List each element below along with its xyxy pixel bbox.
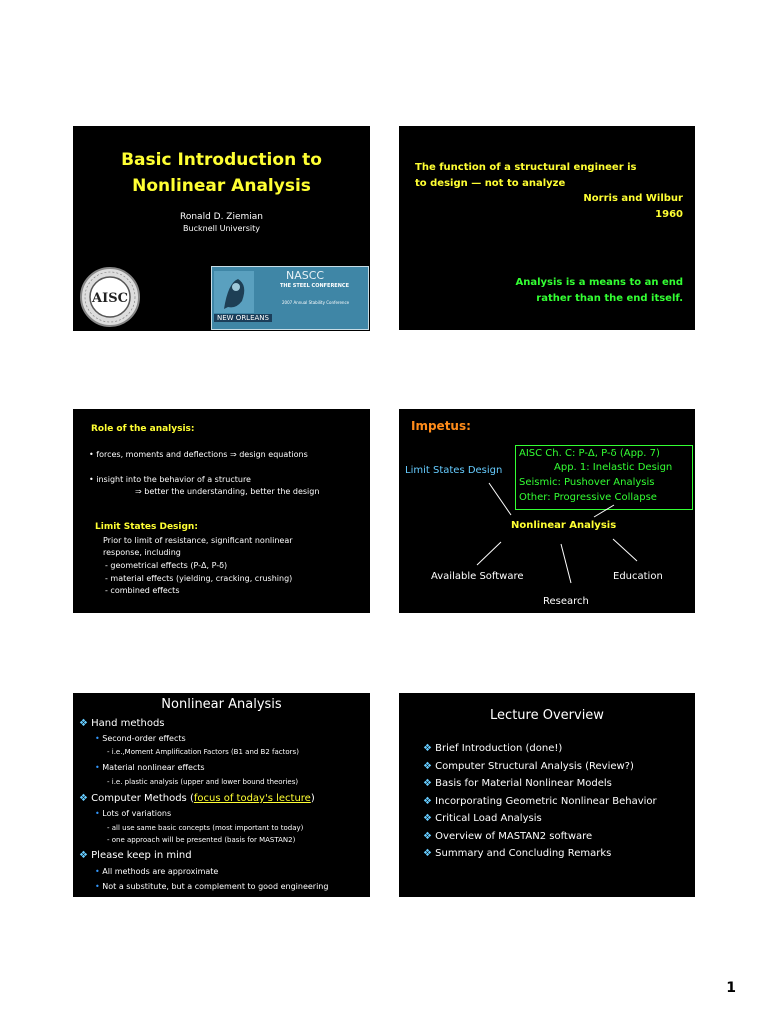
dot-bullet-icon: • — [95, 882, 100, 891]
slide-1-title-line2: Nonlinear Analysis — [132, 176, 311, 196]
second-order-sub: - i.e.,Moment Amplification Factors (B1 and B2 factors) — [107, 748, 299, 756]
role-heading: Role of the analysis: — [91, 424, 195, 434]
impetus-heading: Impetus: — [411, 419, 471, 433]
dot-bullet-icon: • — [95, 763, 100, 772]
nascc-banner-city: NEW ORLEANS — [214, 314, 272, 322]
lsd-heading: Limit States Design: — [95, 522, 198, 532]
nascc-banner — [211, 266, 369, 330]
aisc-box-line3: Seismic: Pushover Analysis — [519, 477, 655, 488]
diamond-bullet-icon: ❖ — [423, 830, 432, 842]
nascc-banner-sub: THE STEEL CONFERENCE — [280, 283, 349, 289]
quote-year: 1960 — [655, 209, 683, 220]
overview-item: ❖ Summary and Concluding Remarks — [423, 848, 612, 859]
aisc-box-line2: App. 1: Inelastic Design — [554, 462, 673, 473]
variations-item — [95, 809, 171, 818]
page-number: 1 — [726, 980, 736, 996]
slide-2-quote — [399, 126, 695, 330]
nascc-banner-note: 2007 Annual Stability Conference — [282, 300, 350, 305]
variations-sub-2: - one approach will be presented (basis for MASTAN2) — [107, 836, 296, 844]
slide-3-role — [73, 409, 370, 613]
approximate-label: All methods are approximate — [102, 867, 219, 876]
slide-4-impetus — [399, 409, 695, 613]
quote-attribution: Norris and Wilbur — [583, 193, 683, 204]
variations-sub-1: - all use same basic concepts (most important to today) — [107, 824, 304, 832]
quote-line1: The function of a structural engineer is — [415, 162, 637, 173]
lsd-line-1: Prior to limit of resistance, significant nonlinear — [103, 536, 293, 545]
slide-5-title: Nonlinear Analysis — [161, 697, 282, 712]
limit-states-label: Limit States Design — [405, 465, 503, 476]
variations-label: Lots of variations — [102, 809, 172, 818]
tagline-line1: Analysis is a means to an end — [515, 277, 683, 288]
slide-1-title-line1: Basic Introduction to — [121, 150, 322, 170]
role-bullet-2b: ⇒ better the understanding, better the design — [135, 487, 320, 496]
computer-methods-close: ) — [310, 793, 315, 804]
lsd-line-2: response, including — [103, 548, 181, 557]
hand-methods-item — [79, 718, 165, 729]
overview-list — [423, 740, 657, 863]
lsd-line-5: - combined effects — [105, 586, 180, 595]
slide-6-overview — [399, 693, 695, 897]
diamond-bullet-icon: ❖ — [423, 795, 432, 807]
slide-5-nonlinear — [73, 693, 370, 897]
diamond-bullet-icon: ❖ — [423, 778, 432, 789]
author-name: Ronald D. Ziemian — [180, 212, 263, 222]
aisc-box-line4: Other: Progressive Collapse — [519, 492, 657, 503]
keep-in-mind-item — [79, 850, 192, 861]
overview-item: ❖ Overview of MASTAN2 software — [423, 830, 593, 842]
available-software-label: Available Software — [431, 571, 524, 582]
diamond-bullet-icon: ❖ — [79, 793, 88, 804]
diamond-bullet-icon: ❖ — [423, 848, 432, 859]
second-order-label: Second-order effects — [102, 734, 186, 743]
diamond-bullet-icon: ❖ — [79, 718, 88, 729]
impetus-connectors — [399, 409, 695, 613]
education-label: Education — [613, 571, 663, 582]
nonlinear-analysis-center: Nonlinear Analysis — [511, 520, 617, 531]
complement-label: Not a substitute, but a complement to good engineering — [102, 882, 329, 891]
dot-bullet-icon: • — [95, 867, 100, 876]
material-item — [95, 763, 205, 772]
nascc-banner-top: NASCC — [286, 269, 325, 282]
lsd-line-4: - material effects (yielding, cracking, crushing) — [105, 574, 293, 583]
overview-title: Lecture Overview — [490, 708, 604, 723]
overview-item: ❖ Incorporating Geometric Nonlinear Behavior — [423, 795, 657, 807]
role-bullet-2: • insight into the behavior of a structure — [89, 475, 251, 484]
diamond-bullet-icon: ❖ — [423, 760, 432, 772]
sculpture-icon — [214, 271, 254, 313]
computer-methods-label: Computer Methods ( — [91, 793, 194, 804]
hand-methods-label: Hand methods — [91, 718, 165, 729]
svg-text:AISC: AISC — [92, 291, 128, 306]
tagline-line2: rather than the end itself. — [536, 293, 683, 304]
overview-item: ❖ Computer Structural Analysis (Review?) — [423, 760, 634, 772]
material-sub: - i.e. plastic analysis (upper and lower bound theories) — [107, 778, 299, 786]
aisc-box-line1: AISC Ch. C: P-Δ, P-δ (App. 7) — [519, 448, 660, 459]
author-affiliation: Bucknell University — [183, 224, 260, 233]
diamond-bullet-icon: ❖ — [423, 743, 432, 754]
dot-bullet-icon: • — [95, 809, 100, 818]
computer-methods-item — [79, 793, 315, 804]
diamond-bullet-icon: ❖ — [423, 813, 432, 824]
diamond-bullet-icon: ❖ — [79, 850, 88, 861]
dot-bullet-icon: • — [95, 734, 100, 743]
overview-item: ❖ Brief Introduction (done!) — [423, 743, 563, 754]
slide-1-title — [73, 126, 370, 331]
quote-line2: to design — not to analyze — [415, 178, 566, 189]
lsd-line-3: - geometrical effects (P-Δ, P-δ) — [105, 561, 228, 570]
aisc-seal-logo — [79, 266, 141, 328]
complement-item — [95, 882, 328, 891]
focus-link: focus of today's lecture — [193, 793, 311, 804]
keep-in-mind-label: Please keep in mind — [91, 850, 192, 861]
role-bullet-1: • forces, moments and deflections ⇒ design equations — [89, 450, 308, 459]
research-label: Research — [543, 596, 589, 607]
approximate-item — [95, 867, 218, 876]
material-label: Material nonlinear effects — [102, 763, 205, 772]
overview-item: ❖ Critical Load Analysis — [423, 813, 542, 824]
second-order-item — [95, 734, 186, 743]
overview-item: ❖ Basis for Material Nonlinear Models — [423, 778, 612, 789]
